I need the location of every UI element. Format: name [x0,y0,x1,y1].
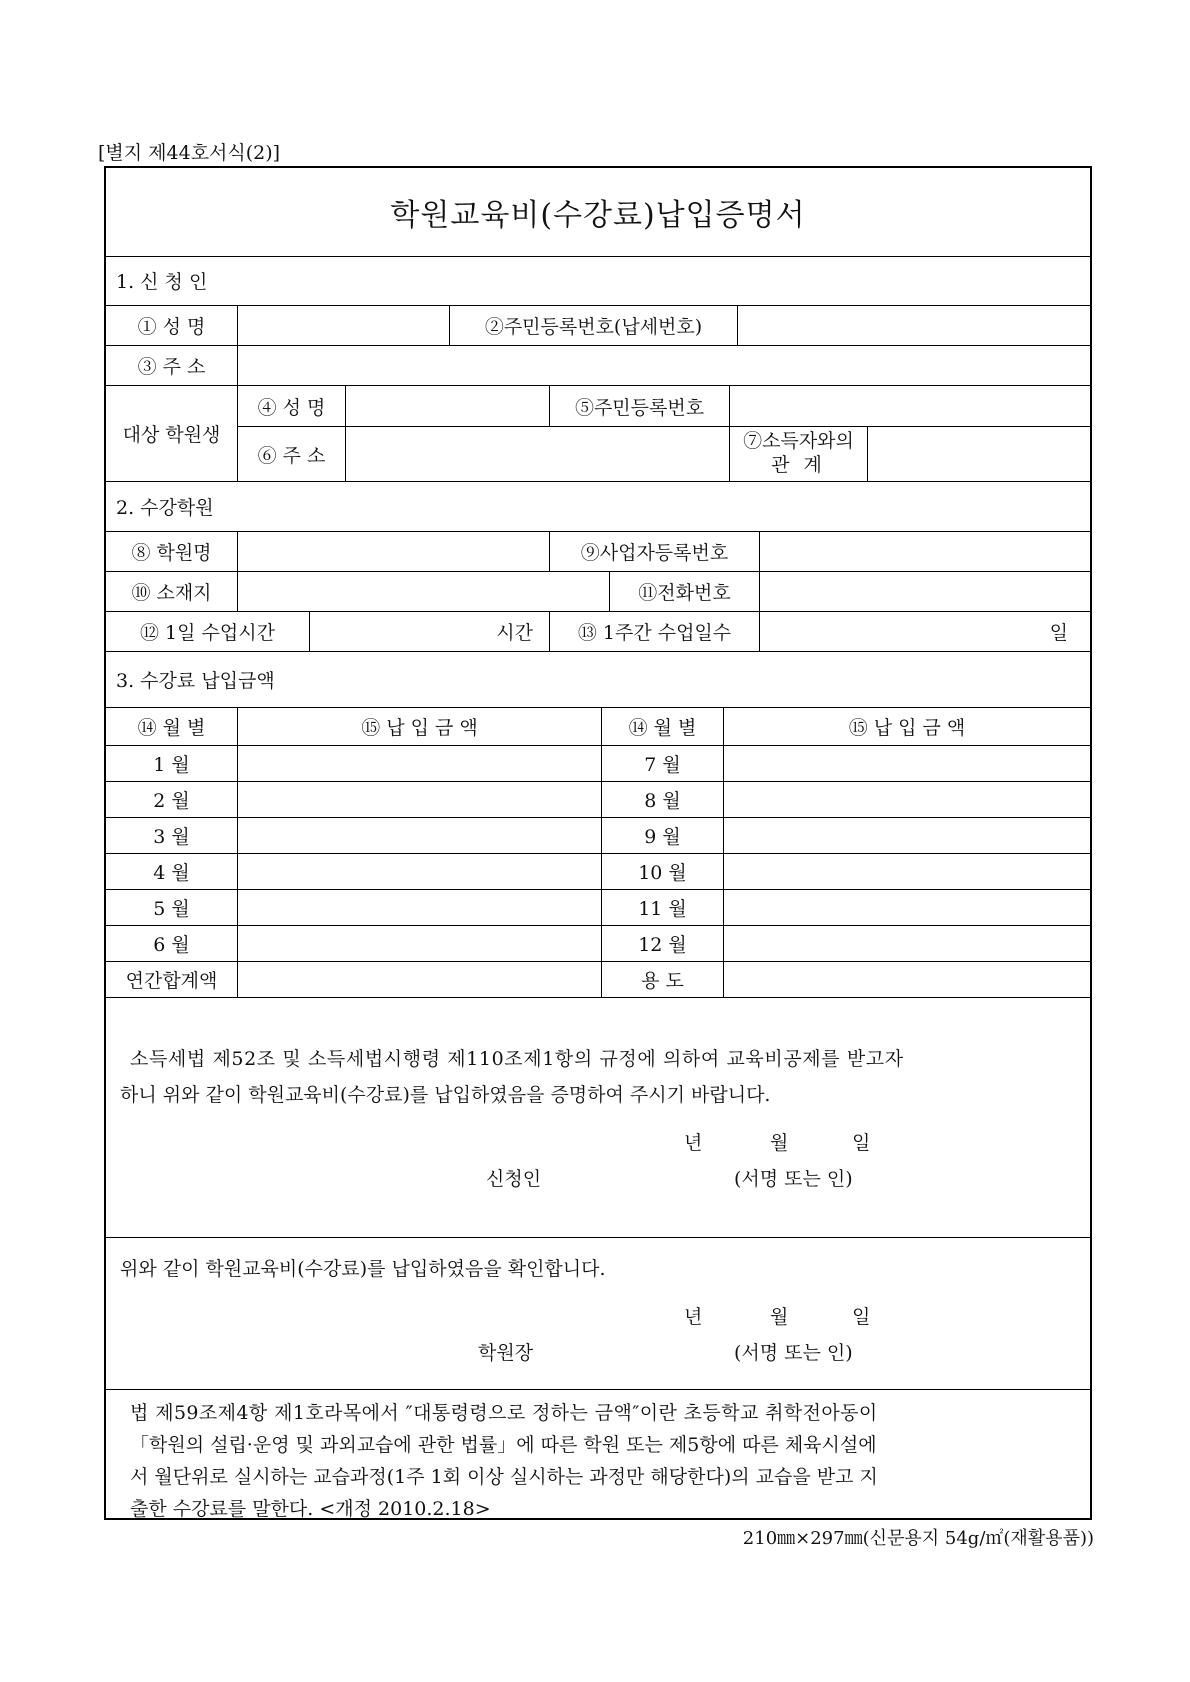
confirm-text: 위와 같이 학원교육비(수강료)를 납입하였음을 확인합니다. [120,1258,606,1280]
amount-field[interactable] [238,926,602,961]
annual-total-label: 연간합계액 [106,962,238,997]
relation-field[interactable] [868,427,1090,481]
applicant-address-label: ③ 주 소 [106,346,238,385]
amount-header-right: ⑮ 납 입 금 액 [848,717,966,739]
phone-label: ⑪전화번호 [610,572,760,611]
request-text-line2: 하니 위와 같이 학원교육비(수강료)를 납입하였음을 증명하여 주시기 바랍니다. [120,1084,771,1106]
amount-field[interactable] [724,926,1090,961]
applicant-rrn-label: ②주민등록번호(납세번호) [450,306,738,345]
confirm-block [106,1238,1090,1390]
amount-field[interactable] [238,782,602,817]
row-applicant-address [106,346,1090,386]
payment-row [106,890,1090,926]
applicant-sign[interactable]: (서명 또는 인) [734,1168,853,1190]
row-academy-location [106,572,1090,612]
request-year: 년 [684,1132,703,1154]
confirm-month: 월 [770,1306,789,1328]
amount-field[interactable] [724,890,1090,925]
amount-field[interactable] [238,854,602,889]
director-sign[interactable]: (서명 또는 인) [734,1342,853,1364]
month-label: 8 월 [602,782,724,817]
request-block [106,998,1090,1238]
section-applicant-heading: 1. 신 청 인 [106,256,1090,306]
certificate-form [104,166,1092,1520]
student-name-label: ④ 성 명 [238,386,346,426]
page-title: 학원교육비(수강료)납입증명서 [106,168,1090,257]
row-class-schedule [106,612,1090,652]
daily-hours-label: ⑫ 1일 수업시간 [106,612,310,651]
month-label: 6 월 [106,926,238,961]
month-header-left: ⑭ 월 별 [106,708,238,745]
hours-unit: 시간 [496,622,533,644]
paper-spec: 210㎜×297㎜(신문용지 54g/㎡(재활용품)) [742,1528,1094,1549]
weekly-days-field[interactable] [760,612,1090,651]
amount-field[interactable] [238,818,602,853]
applicant-name-label: ① 성 명 [106,306,238,345]
payment-total-row [106,962,1090,998]
month-label: 10 월 [602,854,724,889]
payment-row [106,854,1090,890]
applicant-name-field[interactable] [238,306,450,345]
amount-field[interactable] [724,782,1090,817]
academy-name-field[interactable] [238,532,550,571]
location-field[interactable] [238,572,610,611]
month-label: 7 월 [602,746,724,781]
business-no-field[interactable] [760,532,1090,571]
weekly-days-label: ⑬ 1주간 수업일수 [550,612,760,651]
form-number-label: [별지 제44호서식(2)] [98,142,281,164]
amount-header-left: ⑮ 납 입 금 액 [238,708,602,745]
month-label: 2 월 [106,782,238,817]
student-rrn-field[interactable] [730,386,1090,426]
applicant-rrn-field[interactable] [738,306,1090,345]
amount-field[interactable] [724,746,1090,781]
purpose-field[interactable] [724,962,1090,997]
relation-label [730,427,868,481]
relation-label-line1: ⑦소득자와의 [743,430,854,453]
phone-field[interactable] [760,572,1090,611]
confirm-day: 일 [852,1306,871,1328]
daily-hours-field[interactable] [310,612,550,651]
student-name-field[interactable] [346,386,550,426]
applicant-address-field[interactable] [238,346,1090,385]
applicant-label: 신청인 [486,1168,542,1190]
payment-row [106,926,1090,962]
purpose-label: 용 도 [602,962,724,997]
note-line4: 출한 수강료를 말한다. <개정 2010.2.18> [130,1498,491,1520]
request-month: 월 [770,1132,789,1154]
row-applicant-name [106,306,1090,346]
request-text-line1: 소득세법 제52조 및 소득세법시행령 제110조제1항의 규정에 의하여 교육비공제를 받고자 [130,1048,904,1070]
row-academy-name [106,532,1090,572]
amount-field[interactable] [238,890,602,925]
month-label: 11 월 [602,890,724,925]
request-day: 일 [852,1132,871,1154]
director-label: 학원장 [478,1342,534,1364]
amount-field[interactable] [724,818,1090,853]
student-address-label: ⑥ 주 소 [238,427,346,481]
payment-row [106,746,1090,782]
month-label: 3 월 [106,818,238,853]
location-label: ⑩ 소재지 [106,572,238,611]
academy-name-label: ⑧ 학원명 [106,532,238,571]
payment-row [106,782,1090,818]
amount-field[interactable] [238,746,602,781]
month-label: 5 월 [106,890,238,925]
note-line3: 서 월단위로 실시하는 교습과정(1주 1회 이상 실시하는 과정만 해당한다)의 교습을 받고 지 [130,1466,878,1488]
payment-row [106,818,1090,854]
days-unit: 일 [1049,622,1068,644]
business-no-label: ⑨사업자등록번호 [550,532,760,571]
row-student [106,386,1090,482]
relation-label-line2: 관 계 [771,454,826,476]
student-rrn-label: ⑤주민등록번호 [550,386,730,426]
annual-total-field[interactable] [238,962,602,997]
note-line2: 「학원의 설립·운영 및 과외교습에 관한 법률」에 따른 학원 또는 제5항에 따른 체육시설에 [130,1434,877,1456]
month-label: 1 월 [106,746,238,781]
payment-header-row [106,708,1090,746]
note-line1: 법 제59조제4항 제1호라목에서 ″대통령령으로 정하는 금액″이란 초등학교 취학전아동이 [130,1402,878,1424]
amount-field[interactable] [724,854,1090,889]
month-header-right: ⑭ 월 별 [602,708,724,745]
month-label: 12 월 [602,926,724,961]
confirm-year: 년 [684,1306,703,1328]
student-group-label: 대상 학원생 [106,386,238,481]
student-address-field[interactable] [346,427,730,481]
month-label: 4 월 [106,854,238,889]
month-label: 9 월 [602,818,724,853]
section-academy-heading: 2. 수강학원 [106,482,1090,532]
section-payment-heading: 3. 수강료 납입금액 [106,652,1090,708]
